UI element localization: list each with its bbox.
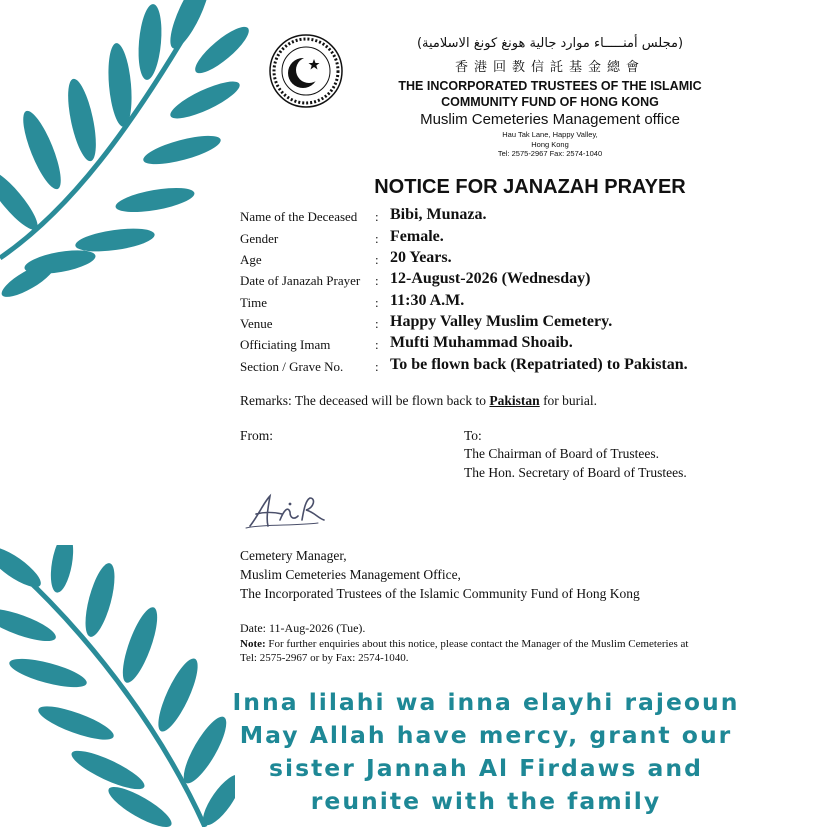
to-recipient-2: The Hon. Secretary of Board of Trustees. xyxy=(464,465,687,480)
field-value: 11:30 A.M. xyxy=(390,292,465,309)
header-org-line-1: THE INCORPORATED TRUSTEES OF THE ISLAMIC xyxy=(398,79,702,93)
sender-organization: The Incorporated Trustees of the Islamic Community Fund of Hong Kong xyxy=(240,586,640,601)
note-text: For further enquiries about this notice, please contact the Manager of the Muslim Cemeteries at xyxy=(265,638,689,650)
sender-office: Muslim Cemeteries Management Office, xyxy=(240,567,461,582)
remarks-line xyxy=(240,393,597,409)
field-value: 12-August-2026 (Wednesday) xyxy=(390,270,591,287)
to-label: To: xyxy=(464,428,482,443)
field-label: Time xyxy=(240,295,267,310)
sender-title: Cemetery Manager, xyxy=(240,548,347,563)
signature-icon xyxy=(244,490,334,532)
closing-line-4: reunite with the family xyxy=(310,787,662,815)
islamic-fund-seal-icon xyxy=(268,33,344,109)
header-office-name: Muslim Cemeteries Management office xyxy=(420,111,680,128)
field-label: Venue xyxy=(240,316,273,331)
field-label: Date of Janazah Prayer xyxy=(240,273,361,288)
field-colon: : xyxy=(375,295,379,310)
field-value: Happy Valley Muslim Cemetery. xyxy=(390,313,613,330)
field-label: Name of the Deceased xyxy=(240,209,358,224)
notice-date: Date: 11-Aug-2026 (Tue). xyxy=(240,621,366,635)
header-chinese-name: 香港回教信託基金總會 xyxy=(454,60,645,75)
field-label: Gender xyxy=(240,231,279,246)
header-org-line-2: COMMUNITY FUND OF HONG KONG xyxy=(441,95,659,109)
note-line-1 xyxy=(240,638,688,650)
header-tel-fax: Tel: 2575-2967 Fax: 2574-1040 xyxy=(497,149,603,158)
remarks-place: Pakistan xyxy=(489,393,540,408)
field-value: 20 Years. xyxy=(390,249,452,266)
to-recipient-1: The Chairman of Board of Trustees. xyxy=(464,446,659,461)
field-value: To be flown back (Repatriated) to Pakistan. xyxy=(390,356,688,373)
notice-title: NOTICE FOR JANAZAH PRAYER xyxy=(374,176,686,198)
field-colon: : xyxy=(375,252,379,267)
field-colon: : xyxy=(375,337,379,352)
header-address-line-1: Hau Tak Lane, Happy Valley, xyxy=(502,130,598,139)
field-label: Officiating Imam xyxy=(240,337,331,352)
closing-line-1: Inna lilahi wa inna elayhi rajeoun xyxy=(232,688,740,716)
header-address-line-2: Hong Kong xyxy=(531,140,569,149)
from-label: From: xyxy=(240,428,274,443)
field-value: Bibi, Munaza. xyxy=(390,206,487,223)
field-colon: : xyxy=(375,316,379,331)
field-colon: : xyxy=(375,359,379,374)
closing-line-3: sister Jannah Al Firdaws and xyxy=(269,754,703,782)
note-line-2: Tel: 2575-2967 or by Fax: 2574-1040. xyxy=(240,652,409,664)
remarks-suffix: for burial. xyxy=(539,393,598,408)
leaf-branch-top-icon xyxy=(0,0,250,300)
note-label: Note: xyxy=(240,638,266,650)
field-label: Age xyxy=(240,252,262,267)
field-value: Mufti Muhammad Shoaib. xyxy=(390,334,573,351)
field-label: Section / Grave No. xyxy=(240,359,344,374)
closing-line-2: May Allah have mercy, grant our xyxy=(239,721,733,749)
field-colon: : xyxy=(375,231,379,246)
field-colon: : xyxy=(375,273,379,288)
header-arabic-name: (مجلس أمنـــــاء موارد جالية هونغ كونغ الاسلامية) xyxy=(416,36,684,51)
field-colon: : xyxy=(375,209,379,224)
remarks-prefix: Remarks: The deceased will be flown back to xyxy=(240,393,490,408)
leaf-branch-bottom-icon xyxy=(0,545,235,827)
field-value: Female. xyxy=(390,228,444,245)
